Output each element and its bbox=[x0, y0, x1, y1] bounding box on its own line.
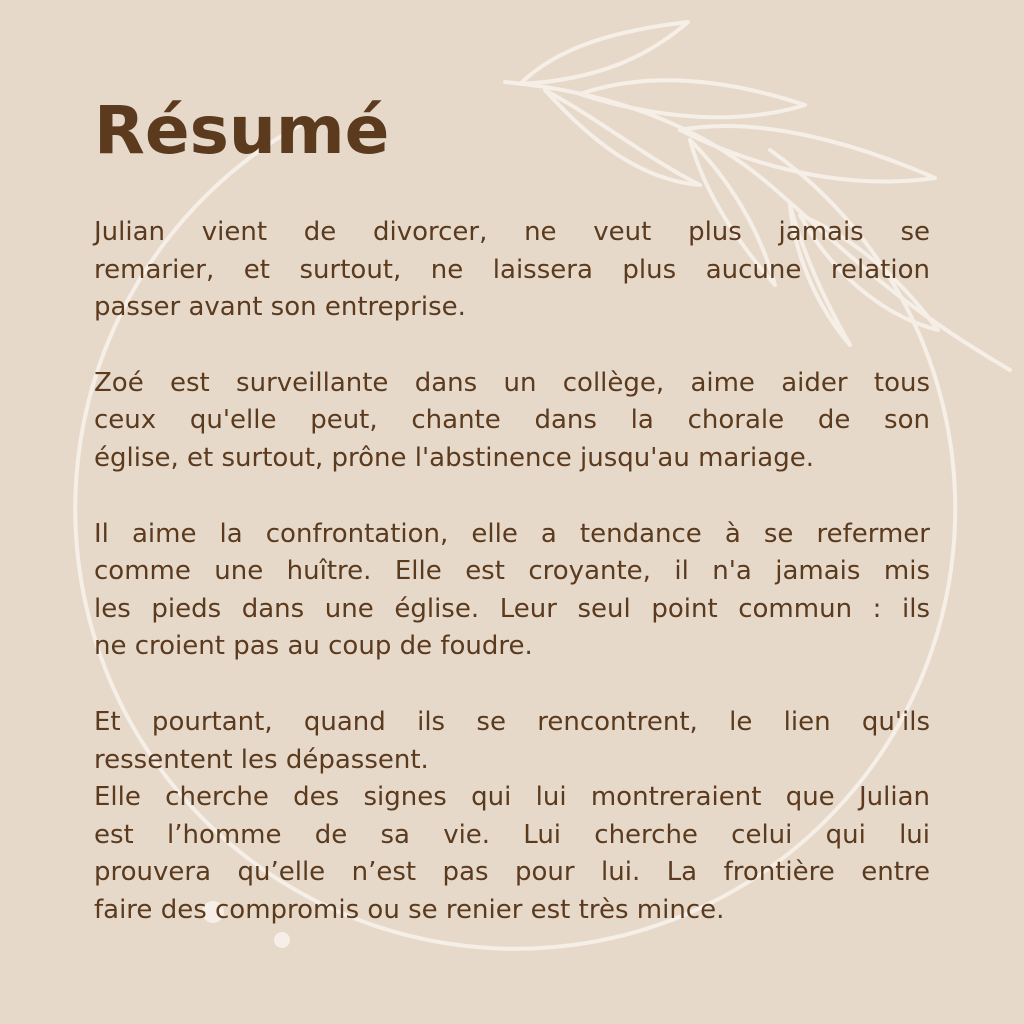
text-line: est l’homme de sa vie. Lui cherche celui qui lui bbox=[94, 819, 930, 850]
paragraph-2 bbox=[94, 365, 930, 478]
text-line: passer avant son entreprise. bbox=[94, 292, 466, 323]
text-line: les pieds dans une église. Leur seul point commun : ils bbox=[94, 593, 930, 624]
text-line: remarier, et surtout, ne laissera plus aucune relation bbox=[94, 254, 930, 285]
paragraph-1 bbox=[94, 214, 930, 327]
text-line: comme une huître. Elle est croyante, il n'a jamais mis bbox=[94, 556, 930, 587]
text-line: église, et surtout, prône l'abstinence jusqu'au mariage. bbox=[94, 442, 814, 473]
text-line: faire des compromis ou se renier est très mince. bbox=[94, 894, 725, 925]
summary-content bbox=[94, 88, 930, 968]
text-line: ceux qu'elle peut, chante dans la chorale de son bbox=[94, 405, 930, 436]
text-line: ressentent les dépassent. bbox=[94, 744, 429, 775]
text-line: ne croient pas au coup de foudre. bbox=[94, 631, 533, 662]
paragraph-3 bbox=[94, 516, 930, 666]
text-line: Et pourtant, quand ils se rencontrent, le lien qu'ils bbox=[94, 706, 930, 737]
text-line: Il aime la confrontation, elle a tendance à se refermer bbox=[94, 518, 930, 549]
text-line: Zoé est surveillante dans un collège, aime aider tous bbox=[94, 367, 930, 398]
paragraph-4 bbox=[94, 704, 930, 779]
text-line: prouvera qu’elle n’est pas pour lui. La frontière entre bbox=[94, 857, 930, 888]
paragraph-5 bbox=[94, 779, 930, 929]
leaf-1 bbox=[520, 22, 688, 84]
page-title: Résumé bbox=[94, 92, 390, 169]
text-line: Julian vient de divorcer, ne veut plus jamais se bbox=[94, 217, 930, 247]
text-line: Elle cherche des signes qui lui montreraient que Julian bbox=[94, 782, 930, 813]
